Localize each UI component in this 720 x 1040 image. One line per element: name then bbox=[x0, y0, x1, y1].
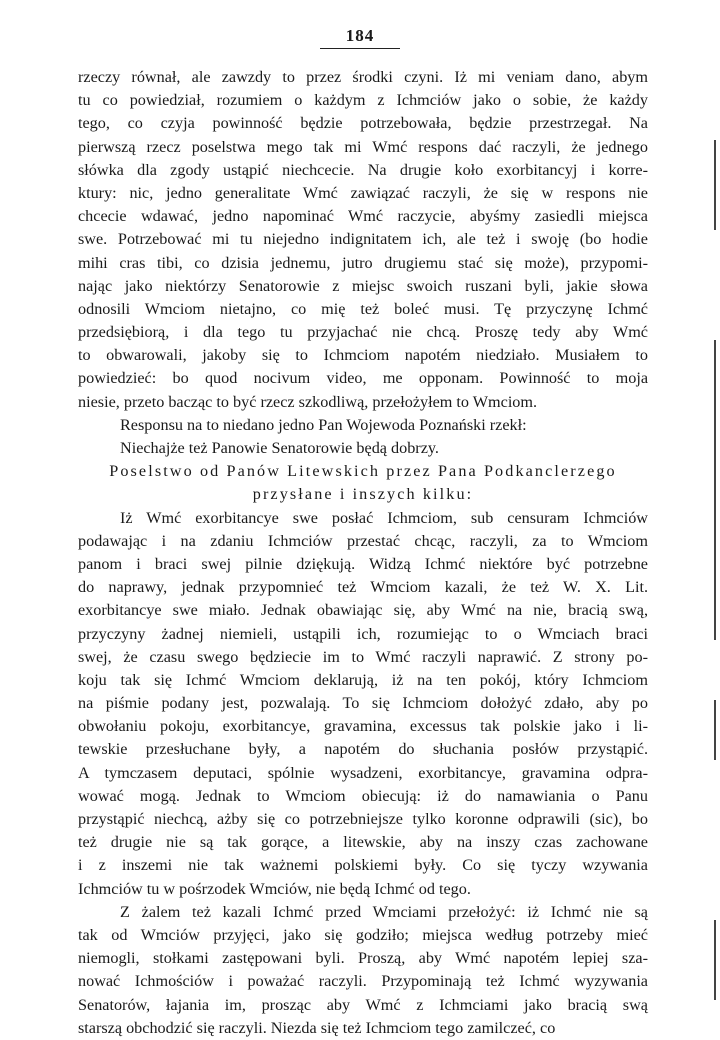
text-line: tewskie przesłuchane były, a napotém do słuchania posłów przystąpić. bbox=[78, 740, 648, 759]
text-line: Z żalem też kazali Ichmć przed Wmciami przełożyć: iż Ichmć nie są bbox=[120, 902, 648, 921]
page-number-rule bbox=[320, 48, 400, 49]
text-line: starszą obchodzić się raczyli. Niezda się też Ichmciom tego zamilczeć, co bbox=[78, 1018, 556, 1037]
text-line: exorbitancye swe miało. Jednak obawiając się, aby Wmć na nie, bracią swą, bbox=[78, 601, 648, 620]
text-line: panom i braci swej pilnie dziękują. Widzą Ichmć niektóre być potrzebne bbox=[78, 554, 648, 573]
text-line: nować Ichmościów i poważać raczyli. Przypominają też Ichmć wyzywania bbox=[78, 972, 648, 991]
text-line: Responsu na to niedano jedno Pan Wojewoda Poznański rzekł: bbox=[120, 415, 527, 434]
margin-mark-line bbox=[714, 140, 716, 230]
heading-line: przysłane i inszych kilku: bbox=[252, 485, 474, 504]
text-line: tak od Wmciów przyjęci, jako się godziło; miejsca według potrzeby mieć bbox=[78, 925, 648, 944]
text-line: odnosili Wmciom nietajno, co mię też boleć musi. Tę przyczynę Ichmć bbox=[78, 299, 648, 318]
body-text bbox=[78, 66, 648, 1040]
text-line: rzeczy równał, ale zawzdy to przez środki czyni. Iż mi veniam dano, abym bbox=[78, 68, 648, 86]
text-line: na piśmie podany jest, pozwalają. To się Ichmciom dołożyć zdało, aby po bbox=[78, 694, 648, 713]
text-line: do naprawy, jednak przypomnieć też Wmciom kazali, że też W. X. Lit. bbox=[78, 578, 648, 597]
text-line: Iż Wmć exorbitancye swe posłać Ichmciom, sub censuram Ichmciów bbox=[120, 508, 648, 527]
text-line: koju tak się Ichmć Wmciom deklarują, iż na ten pokój, który Ichmciom bbox=[78, 670, 648, 689]
text-line: Ichmciów tu w pośrzodek Wmciów, nie będą Ichmć od tego. bbox=[78, 879, 471, 898]
text-line: Senatorów, łajania im, prosząc aby Wmć z Ichmciami jako bracią swą bbox=[78, 995, 648, 1014]
page-number: 184 bbox=[345, 26, 375, 45]
text-line: obwołaniu pokoju, exorbitancye, gravamina, excessus tak polskie jako i li- bbox=[78, 717, 648, 736]
text-line: Niechajże też Panowie Senatorowie będą dobrzy. bbox=[120, 439, 439, 457]
text-line: też drugie nie są tak gorące, a litewskie, aby na inszy czas zachowane bbox=[78, 833, 648, 852]
text-line: niemogli, stołkami zastępowani byli. Proszą, aby Wmć napotém lepiej sza- bbox=[78, 949, 648, 968]
text-line: tu co powiedział, rozumiem o każdym z Ichmciów jako o sobie, że każdy bbox=[78, 91, 648, 110]
text-line: przyczyny żadnej niemieli, ustąpili ich, rozumiejąc to o Wmciach braci bbox=[78, 624, 648, 643]
text-line: to obwarowali, jakoby się to Ichmciom napotém niedziało. Musiałem to bbox=[78, 346, 648, 365]
text-line: nając jako niektórzy Senatorowie z miejsc swoich ruszani byli, jakie słowa bbox=[78, 276, 648, 295]
text-line: niesie, przeto bacząc to być rzecz szkodliwą, przełożyłem to Wmciom. bbox=[78, 392, 538, 411]
text-line: ktury: nic, jedno generalitate Wmć zawiązać raczyli, że się w respons nie bbox=[78, 183, 648, 202]
text-line: mihi cras tibi, co dzisia jednemu, jutro drugiemu stać się może), przypomi- bbox=[78, 253, 648, 272]
text-line: chcecie wdawać, jedno napominać Wmć raczycie, abyśmy zasiedli miejsca bbox=[78, 207, 648, 226]
heading-line: Poselstwo od Panów Litewskich przez Pana Podkanclerzego bbox=[109, 462, 617, 481]
text-line: swe. Potrzebować mi tu niejedno indignitatem ich, ale też i swoję (bo hodie bbox=[78, 230, 648, 249]
text-line: powiedzieć: bo quod nocivum video, me opponam. Powinność to moja bbox=[78, 369, 648, 388]
text-line: i z inszemi nie tak ważnemi polskiemi były. Co się tyczy wzywania bbox=[78, 856, 648, 875]
text-line: przystąpić niechcą, ażby się co potrzebniejsze tylko koronne odprawili (sic), bo bbox=[78, 810, 648, 828]
text-line: słówka dla zgody ustąpić niechcecie. Na drugie koło exorbitancyj i korre- bbox=[78, 160, 648, 179]
text-line: A tymczasem deputaci, spólnie wysadzeni, exorbitancye, gravamina odpra- bbox=[78, 763, 648, 782]
margin-mark-line bbox=[714, 700, 716, 760]
text-line: przedsiębiorą, i dla tego tu przyjachać nie chcą. Proszę tedy aby Wmć bbox=[78, 323, 648, 342]
margin-mark-line bbox=[714, 340, 716, 640]
margin-mark-line bbox=[714, 920, 716, 1000]
text-line: pierwszą rzecz poselstwa mego tak mi Wmć respons dać raczyli, że jednego bbox=[78, 137, 648, 156]
text-line: podawając i na zdaniu Ichmciów przestać chcąc, raczyli, za to Wmciom bbox=[78, 531, 648, 550]
text-line: wować mogą. Jednak to Wmciom obiecują: iż do namawiania o Panu bbox=[78, 786, 648, 805]
text-line: swej, że czasu swego będziecie im to Wmć raczyli naprawić. Z strony po- bbox=[78, 647, 648, 666]
text-line: tego, co czyja powinność będzie potrzebowała, będzie przestrzegał. Na bbox=[78, 114, 648, 133]
margin-marks bbox=[706, 140, 720, 1000]
